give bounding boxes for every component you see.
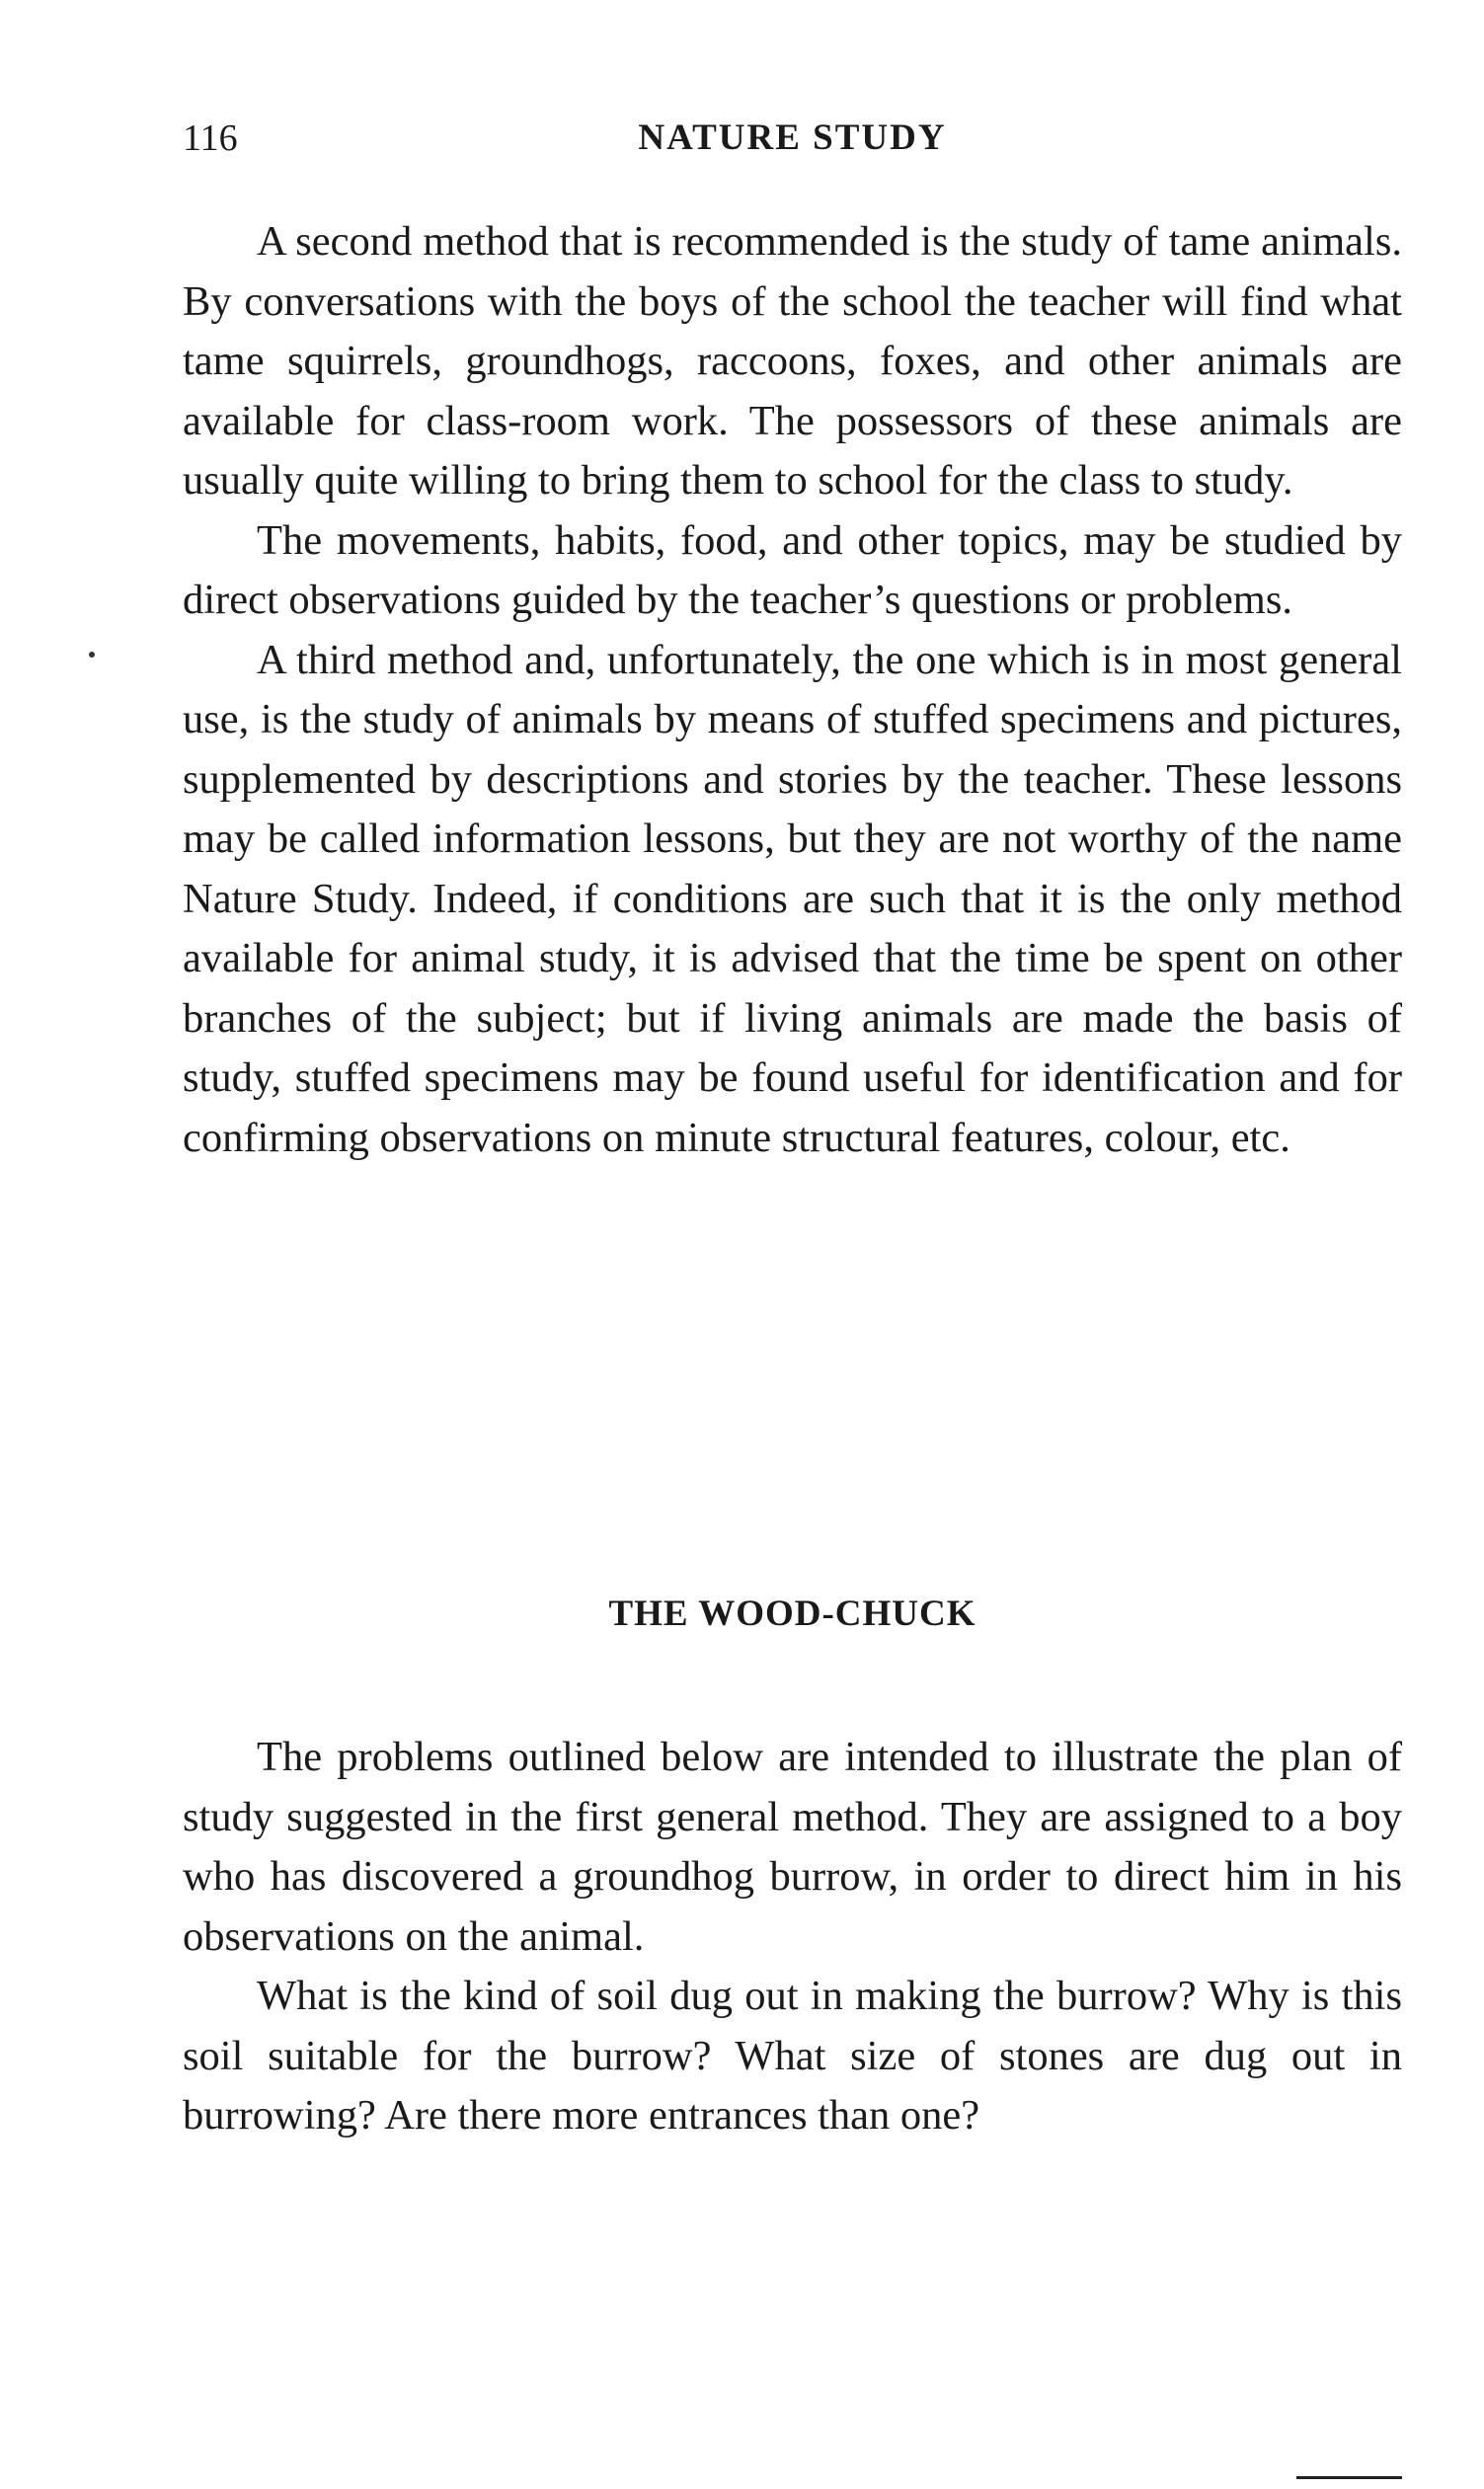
paragraph-movements-habits: The movements, habits, food, and other topics, may be studied by direct observations guided by the teacher’s questions or problems. xyxy=(183,516,1402,623)
page-number: 116 xyxy=(183,117,238,159)
running-head xyxy=(183,109,1402,168)
paragraph-burrow-questions: What is the kind of soil dug out in making the burrow? Why is this soil suitable for the burrow? What size of stones are dug out in burrowing? Are there more entrances than one? xyxy=(183,1973,1402,2139)
paragraph-problems-outlined: The problems outlined below are intended to illustrate the plan of study suggested in the first general method. They are assigned to a boy who has discovered a groundhog burrow, in order to direct him in his observations on the animal. xyxy=(183,1734,1402,1960)
body-text-upper xyxy=(183,212,1402,1168)
section-heading: THE WOOD-CHUCK xyxy=(608,1594,976,1634)
margin-speck xyxy=(89,652,95,658)
running-title: NATURE STUDY xyxy=(638,117,947,158)
footer-rule xyxy=(1296,2476,1402,2479)
paragraph-tame-animals: A second method that is recommended is the study of tame animals. By conversations with the boys of the school the teacher will find what tame squirrels, groundhogs, raccoons, foxes, and other animals are available for class-room work. The possessors of these animals are usually quite willing to bring them to school for the class to study. xyxy=(183,218,1402,504)
paragraph-third-method: A third method and, unfortunately, the one which is in most general use, is the study of animals by means of stuffed specimens and pictures, supplemented by descriptions and stories by the teacher. These lessons may be called information lessons, but they are not worthy of the name Nature Study. Indeed, if conditions are such that it is the only method available for animal study, it is advised that the time be spent on other branches of the subject; but if living animals are made the basis of study, stuffed specimens may be found useful for identification and for confirming observations on minute structural features, colour, etc. xyxy=(183,636,1402,1161)
body-text-lower xyxy=(183,1728,1402,2146)
